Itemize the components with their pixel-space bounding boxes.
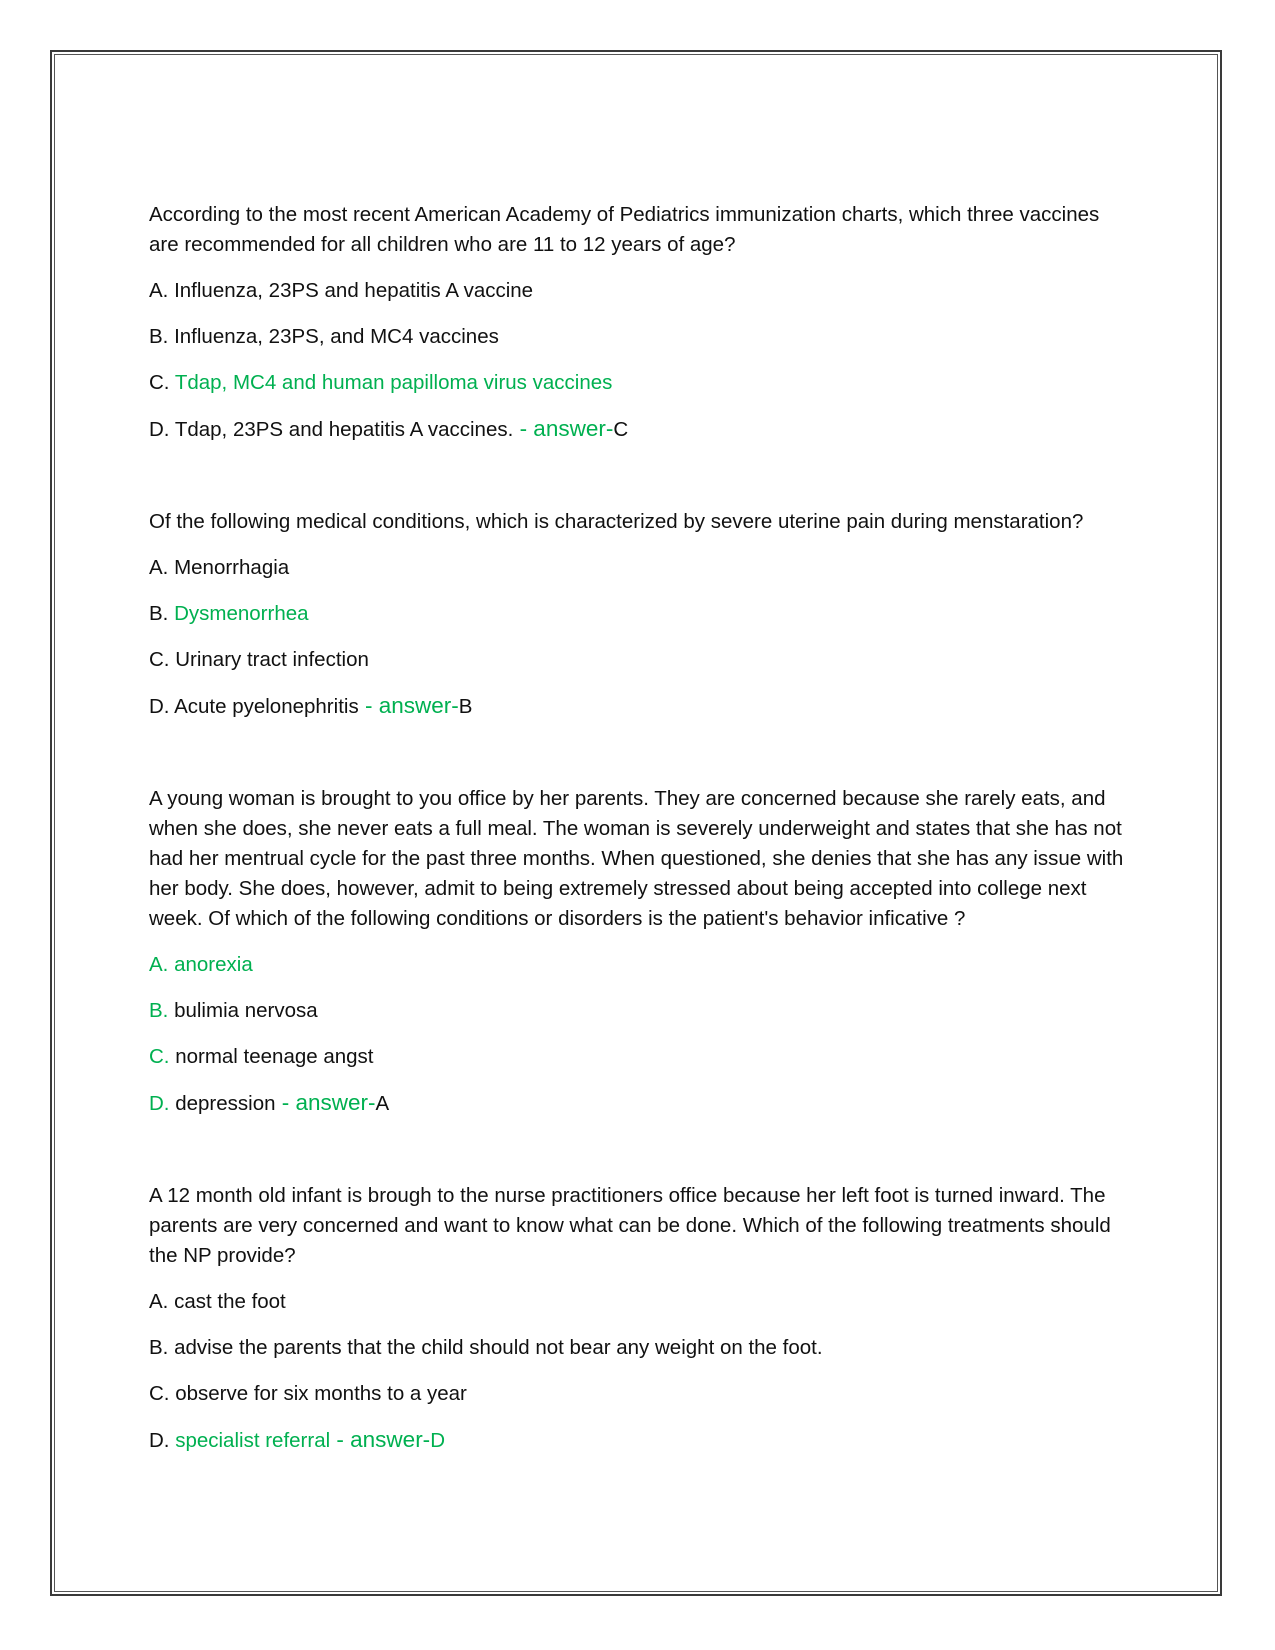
option-c — [149, 1042, 1129, 1072]
option-text-correct: anorexia — [174, 953, 253, 976]
option-letter: C. — [149, 371, 170, 394]
answer-value: C — [613, 418, 629, 441]
option-text-correct: Dysmenorrhea — [174, 602, 309, 625]
option-d — [149, 414, 1129, 445]
option-text: advise the parents that the child should not bear any weight on the foot. — [174, 1336, 823, 1359]
option-b — [149, 996, 1129, 1026]
option-a — [149, 553, 1129, 583]
answer-value: B — [458, 695, 473, 718]
option-text: Acute pyelonephritis — [174, 695, 359, 718]
option-b-correct — [149, 599, 1129, 629]
question-block-4 — [149, 1181, 1129, 1456]
option-letter: C. — [149, 648, 170, 671]
option-d — [149, 691, 1129, 722]
option-text: Urinary tract infection — [175, 648, 369, 671]
option-letter: C. — [149, 1045, 170, 1068]
option-text: normal teenage angst — [175, 1045, 374, 1068]
option-c — [149, 645, 1129, 675]
option-c — [149, 1379, 1129, 1409]
option-letter: A. — [149, 556, 169, 579]
option-b — [149, 1333, 1129, 1363]
question-block-3 — [149, 784, 1129, 1119]
option-letter: C. — [149, 1382, 170, 1405]
option-a — [149, 1287, 1129, 1317]
option-text-correct: specialist referral — [175, 1429, 331, 1452]
option-letter: A. — [149, 953, 169, 976]
option-letter: A. — [149, 279, 169, 302]
option-text: Menorrhagia — [174, 556, 290, 579]
option-letter: B. — [149, 999, 169, 1022]
option-letter: D. — [149, 1092, 170, 1115]
option-text: Influenza, 23PS, and MC4 vaccines — [174, 325, 499, 348]
question-stem: A 12 month old infant is brough to the nurse practitioners office because her left foot is turned inward. The parents are very concerned and want to know what can be done. Which of the following treatments should the NP provide? — [149, 1184, 1111, 1267]
option-text: depression — [175, 1092, 276, 1115]
document-content — [149, 200, 1129, 1518]
answer-value: D — [430, 1429, 445, 1452]
question-stem: Of the following medical conditions, which is characterized by severe uterine pain during menstaration? — [149, 510, 1084, 533]
option-d — [149, 1088, 1129, 1119]
option-a-correct — [149, 950, 1129, 980]
option-c-correct — [149, 368, 1129, 398]
option-text: bulimia nervosa — [174, 999, 318, 1022]
option-text: Influenza, 23PS and hepatitis A vaccine — [174, 279, 534, 302]
answer-label: - answer- — [358, 693, 459, 718]
answer-label: - answer- — [275, 1090, 376, 1115]
question-stem: A young woman is brought to you office by her parents. They are concerned because she rarely eats, and when she does, she never eats a full meal. The woman is severely underweight and states that she has not had her mentrual cycle for the past three months. When questioned, she denies that she has any issue with her body. She does, however, admit to being extremely stressed about being accepted into college next week. Of which of the following conditions or disorders is the patient's behavior inficative ? — [149, 787, 1124, 930]
option-text: Tdap, 23PS and hepatitis A vaccines. — [174, 418, 514, 441]
option-letter: B. — [149, 1336, 169, 1359]
answer-value: A — [375, 1092, 390, 1115]
option-letter: B. — [149, 325, 169, 348]
question-block-2 — [149, 507, 1129, 722]
answer-label: - answer- — [513, 416, 614, 441]
option-letter: D. — [149, 418, 170, 441]
question-block-1 — [149, 200, 1129, 445]
answer-label: - answer- — [330, 1427, 431, 1452]
option-text: observe for six months to a year — [175, 1382, 467, 1405]
option-letter: B. — [149, 602, 169, 625]
option-d-correct — [149, 1425, 1129, 1456]
question-stem: According to the most recent American Academy of Pediatrics immunization charts, which three vaccines are recommended for all children who are 11 to 12 years of age? — [149, 203, 1100, 256]
option-text-correct: Tdap, MC4 and human papilloma virus vaccines — [174, 371, 613, 394]
option-letter: A. — [149, 1290, 169, 1313]
option-text: cast the foot — [174, 1290, 286, 1313]
option-letter: D. — [149, 1429, 170, 1452]
option-letter: D. — [149, 695, 170, 718]
option-b — [149, 322, 1129, 352]
option-a — [149, 276, 1129, 306]
